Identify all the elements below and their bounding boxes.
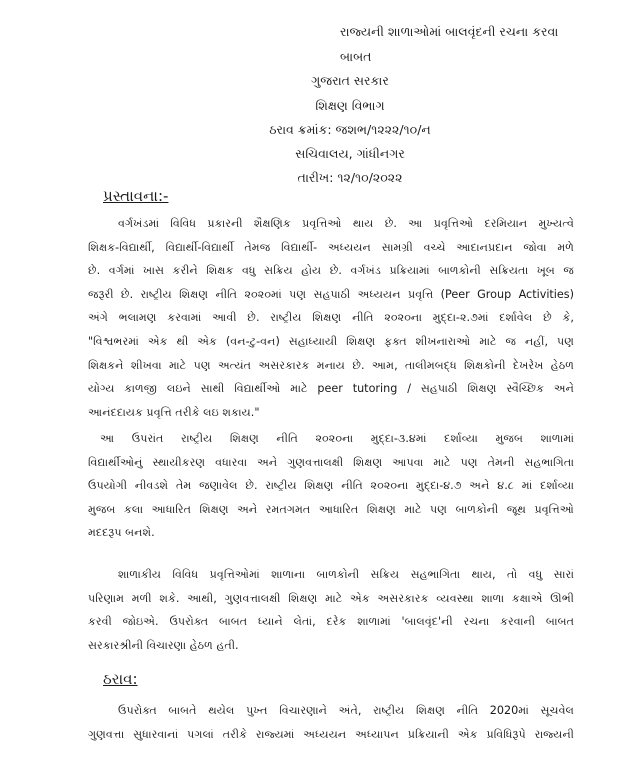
paragraph-line: આનંદદાયક પ્રવૃત્તિ તરીકે લઇ શકાય." [88, 405, 260, 419]
resolution-paragraph-1 [88, 699, 574, 746]
paragraph-line: "વિશ્વભરમાં એક થી એક (વન-ટુ-વન) સહાધ્યાયી શિક્ષણ ફક્ત શીખનારાઓ માટે જ નહીં, પણ [88, 334, 574, 348]
preamble-paragraph-2 [88, 427, 574, 545]
department-name: શિક્ષણ વિભાગ [315, 98, 385, 113]
preamble-paragraph-3 [88, 563, 574, 657]
paragraph-line: સરકારશ્રીની વિચારણા હેઠળ હતી. [88, 638, 239, 652]
subject-line-2: બાબત [340, 49, 372, 64]
paragraph-line: શિક્ષક-વિદ્યાર્થી, વિદ્યાર્થી-વિદ્યાર્થી તેમજ વિદ્યાર્થી- અધ્યયન સામગ્રી વચ્ચે આદાનપ્રદાન જોવા મળે [88, 240, 574, 254]
issue-location: સચિવાલય, ગાંધીનગર [295, 146, 405, 161]
issue-date: તારીખ: ૧૨/૧૦/૨૦૨૨ [297, 170, 403, 185]
resolution-number: ઠરાવ ક્રમાંક: જશભ/૧૨૨૨/૧૦/ન [269, 122, 431, 137]
government-name: ગુજરાત સરકાર [311, 73, 389, 88]
paragraph-line: શાળાકીય વિવિધ પ્રવૃત્તિઓમાં શાળાના બાળકોની સક્રિય સહભાગિતા થાય, તો વધુ સારાં [118, 568, 574, 581]
resolution-heading: ઠરાવ: [103, 670, 138, 688]
paragraph-line: મુજબ કલા આધારિત શિક્ષણ અને રમતગમત આધારિત શિક્ષણ માટે પણ બાળકોની જૂથ પ્રવૃત્તિઓ [88, 502, 574, 516]
paragraph-line: પરિણામ મળી શકે. આથી, ગુણવત્તાલક્ષી શિક્ષણ માટે એક અસરકારક વ્યવસ્થા શાળા કક્ષાએ ઊભી [88, 591, 574, 605]
paragraph-line: ઉપરોક્ત બાબતે થયેલ પુખ્ત વિચારણાને અંતે, રાષ્ટ્રીય શિક્ષણ નીતિ 2020માં સૂચવેલ [118, 704, 574, 717]
subject-line-1: રાજ્યની શાળાઓમાં બાલવૃંદની રચના કરવા [340, 24, 559, 39]
paragraph-line: કરવી જોઇએ. ઉપરોક્ત બાબત ધ્યાને લેતાં, દરેક શાળામાં 'બાલવૃંદ'ની રચના કરવાની બાબત [88, 615, 574, 629]
paragraph-line: યોગ્ય કાળજી લઇને સાથી વિદ્યાર્થીઓ માટે peer tutoring / સહપાઠી શિક્ષણ સ્વૈચ્છિક અને [88, 382, 574, 396]
paragraph-line: વિદ્યાર્થીઓનું સ્થાયીકરણ વધારવા અને ગુણવત્તાલક્ષી શિક્ષણ આપવા માટે પણ તેમની સહભાગિતા [88, 455, 574, 469]
paragraph-line: શિક્ષકને શીખવા માટે પણ અત્યંત અસરકારક મનાય છે. આમ, તાલીમબદ્ધ શિક્ષકોની દેખરેખ હેઠળ [88, 358, 574, 372]
paragraph-line: અંગે ભલામણ કરવામાં આવી છે. રાષ્ટ્રીય શિક્ષણ નીતિ ૨૦૨૦ના મુદ્દા-૨.૭માં દર્શાવેલ છે કે, [88, 311, 574, 325]
paragraph-line: આ ઉપરાંત રાષ્ટ્રીય શિક્ષણ નીતિ ૨૦૨૦ના મુદ્દા-૩.૪માં દર્શાવ્યા મુજબ શાળામાં [100, 432, 574, 445]
paragraph-line: મદદરૂપ બનશે. [88, 526, 155, 540]
paragraph-line: વર્ગખંડમાં વિવિધ પ્રકારની શૈક્ષણિક પ્રવૃત્તિઓ થાય છે. આ પ્રવૃત્તિઓ દરમિયાન મુખ્યત્વે [118, 217, 574, 230]
preamble-paragraph-1 [88, 212, 574, 424]
preamble-heading: પ્રસ્તાવના:- [103, 187, 169, 205]
paragraph-line: છે. વર્ગમાં ખાસ કરીને શિક્ષક વધુ સક્રિય હોય છે. વર્ગખંડ પ્રક્રિયામાં બાળકોની સક્રિયતા ખૂબ જ [88, 264, 574, 278]
paragraph-line: ગુણવત્તા સુધારવાનાં પગલાં તરીકે રાજ્યમાં અધ્યયન અધ્યાપન પ્રક્રિયાની એક પ્રવિધિરૂપે રાજ્યની [88, 727, 574, 741]
paragraph-line: ઉપયોગી નીવડશે તેમ જણાવેલ છે. રાષ્ટ્રીય શિક્ષણ નીતિ ૨૦૨૦ના મુદ્દા-૪.૭ અને ૪.૮ માં દર્શાવ્યા [88, 479, 574, 493]
paragraph-line: જરૂરી છે. રાષ્ટ્રીય શિક્ષણ નીતિ ૨૦૨૦માં પણ સહપાઠી અધ્યયન પ્રવૃત્તિ (Peer Group Activities) [88, 287, 574, 301]
